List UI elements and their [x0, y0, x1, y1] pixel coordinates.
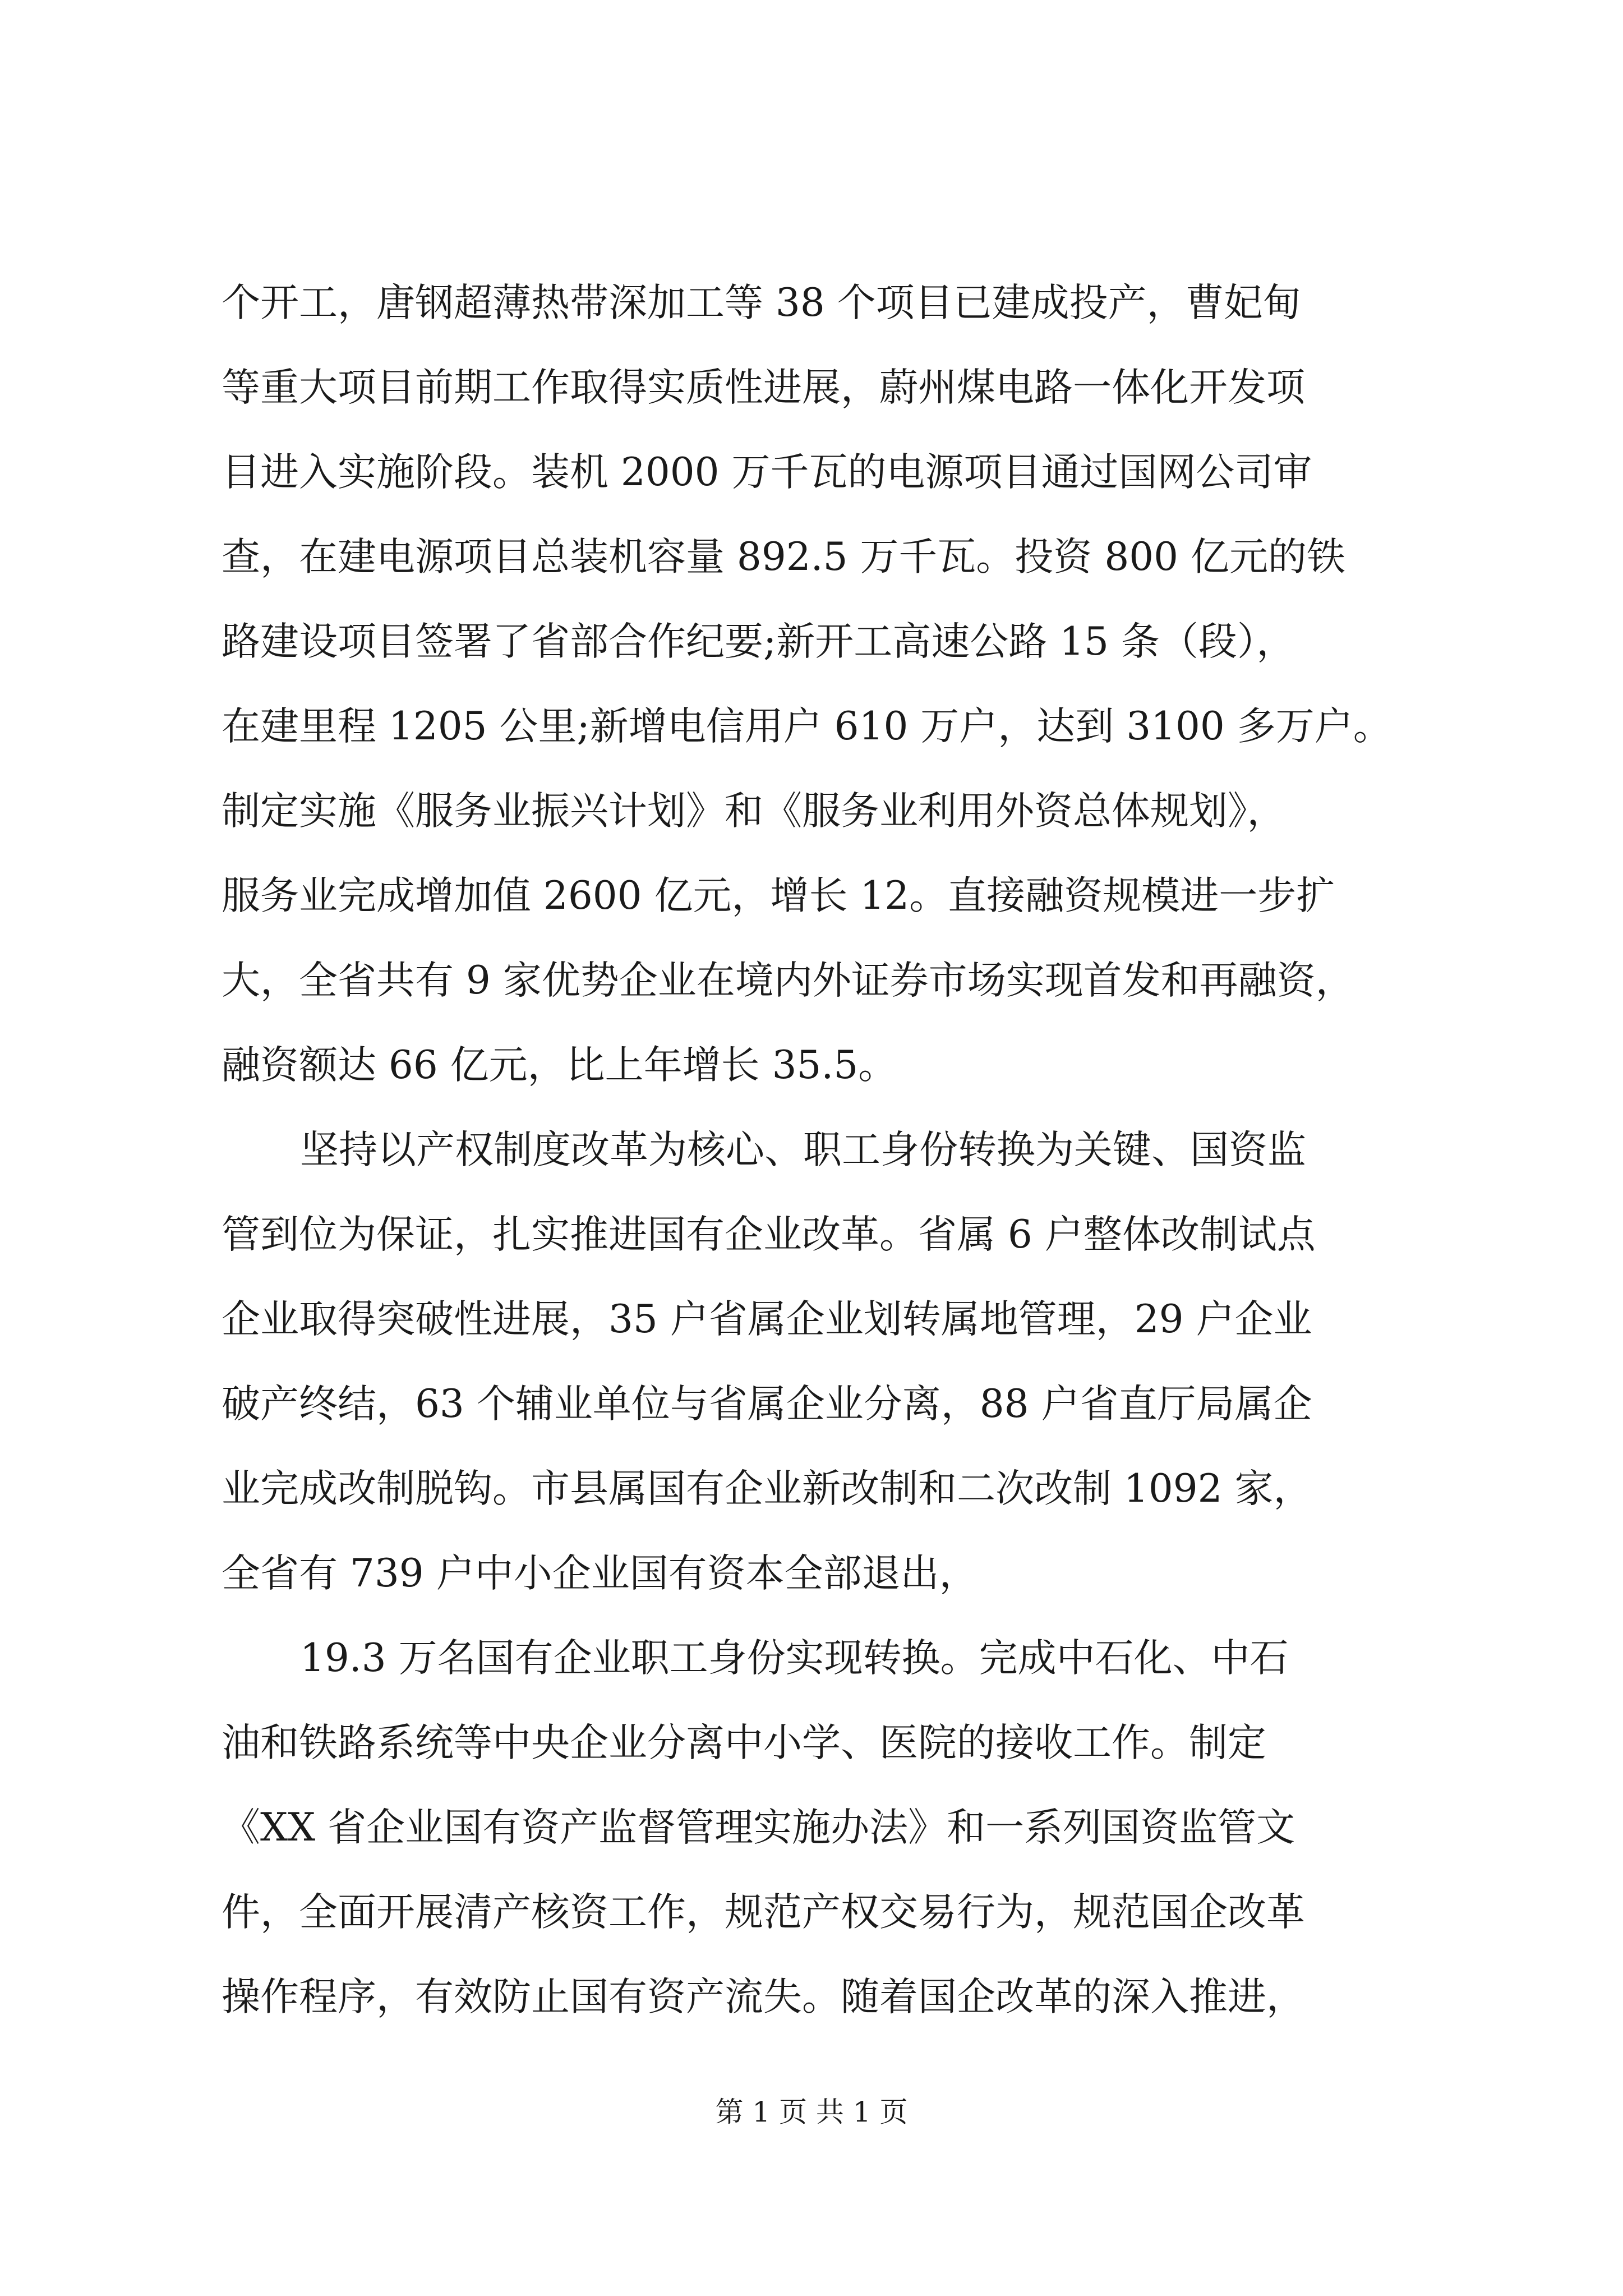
text-line: 业完成改制脱钩。市县属国有企业新改制和二次改制 1092 家， [222, 1466, 1312, 1511]
text-line: 制定实施《服务业振兴计划》和《服务业利用外资总体规划》， [222, 789, 1286, 834]
page-number-footer: 第 1 页 共 1 页 [715, 2096, 908, 2128]
text-line: 个开工，唐钢超薄热带深加工等 38 个项目已建成投产，曹妃甸 [222, 280, 1302, 325]
text-line: 全省有 739 户中小企业国有资本全部退出， [222, 1551, 978, 1596]
text-line: 破产终结，63 个辅业单位与省属企业分离，88 户省直厅局属企 [222, 1382, 1312, 1427]
paragraph-first-line: 坚持以产权制度改革为核心、职工身份转换为关键、国资监 [300, 1128, 1306, 1172]
text-line: 大，全省共有 9 家优势企业在境内外证券市场实现首发和再融资， [222, 958, 1354, 1003]
text-line: 查，在建电源项目总装机容量 892.5 万千瓦。投资 800 亿元的铁 [222, 535, 1345, 579]
text-line: 操作程序，有效防止国有资产流失。随着国企改革的深入推进， [222, 1975, 1305, 2019]
paragraph-first-line: 19.3 万名国有企业职工身份实现转换。完成中石化、中石 [300, 1636, 1289, 1681]
text-line: 油和铁路系统等中央企业分离中小学、医院的接收工作。制定 [222, 1720, 1266, 1765]
text-line: 在建里程 1205 公里;新增电信用户 610 万户，达到 3100 多万户。 [222, 704, 1392, 749]
text-line: 《XX 省企业国有资产监督管理实施办法》和一系列国资监管文 [222, 1805, 1295, 1850]
text-line: 目进入实施阶段。装机 2000 万千瓦的电源项目通过国网公司审 [222, 450, 1312, 495]
text-line: 件，全面开展清产核资工作，规范产权交易行为，规范国企改革 [222, 1890, 1305, 1935]
text-line: 服务业完成增加值 2600 亿元，增长 12。直接融资规模进一步扩 [222, 873, 1335, 918]
text-line: 等重大项目前期工作取得实质性进展，蔚州煤电路一体化开发项 [222, 365, 1305, 410]
text-line: 管到位为保证，扎实推进国有企业改革。省属 6 户整体改制试点 [222, 1212, 1316, 1257]
text-line: 融资额达 66 亿元，比上年增长 35.5。 [222, 1043, 897, 1088]
text-line: 路建设项目签署了省部合作纪要;新开工高速公路 15 条（段）， [222, 619, 1295, 664]
text-line: 企业取得突破性进展，35 户省属企业划转属地管理，29 户企业 [222, 1297, 1312, 1342]
